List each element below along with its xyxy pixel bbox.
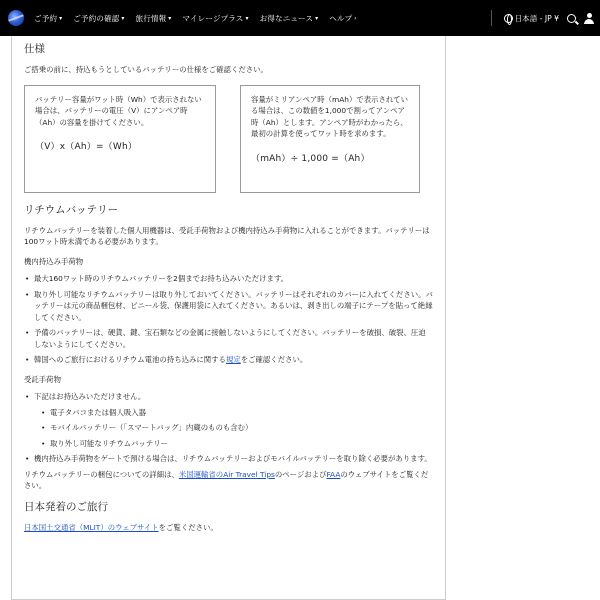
japan-info	[24, 522, 433, 534]
search-icon[interactable]	[567, 14, 576, 23]
faa-link[interactable]: FAA	[326, 469, 341, 479]
list-item: • 電子タバコまたは個人吸入器	[40, 407, 433, 419]
korea-regulations-link[interactable]: 規定	[225, 355, 241, 364]
nav-item-label: ご予約の確認	[73, 13, 120, 23]
carryon-heading: 機内持込み手荷物	[24, 256, 84, 266]
nav-item-label: マイレージプラス	[182, 13, 244, 23]
list-item: • 機内持込み手荷物をゲートで預ける場合は、リチウムバッテリーおよびモバイルバッテリーを取り除く必要があります。	[24, 453, 433, 465]
chevron-down-icon: ▾	[168, 14, 172, 22]
user-icon[interactable]	[584, 13, 594, 24]
chevron-down-icon: ▾	[245, 14, 249, 22]
dot-air-travel-tips-link[interactable]: 米国運輸省のAir Travel Tips	[178, 469, 275, 479]
chevron-down-icon: ▾	[315, 14, 319, 22]
section-heading-lithium: リチウムバッテリー	[24, 203, 119, 216]
main-nav	[34, 13, 357, 24]
nav-item-manage-booking[interactable]	[73, 13, 124, 24]
checked-sublist	[40, 407, 433, 450]
watt-hour-box	[24, 85, 216, 193]
spec-intro: ご搭乗の前に、持込もうとしているバッテリーの仕様をご確認ください。	[24, 65, 268, 74]
nav-item-deals[interactable]	[260, 13, 319, 24]
chevron-down-icon: ▾	[59, 14, 63, 22]
section-heading-japan: 日本発着のご旅行	[24, 500, 108, 513]
list-item: • モバイルバッテリー（「スマートバッグ」内蔵のものも含む）	[40, 422, 433, 434]
airline-globe-logo[interactable]	[8, 10, 24, 26]
nav-item-label: 旅行情報	[135, 13, 167, 23]
carryon-list	[24, 273, 433, 366]
korea-prefix: 韓国へのご旅行におけるリチウム電池の持ち込みに関する	[34, 355, 226, 364]
nav-item-label: ご予約	[34, 13, 58, 23]
packing-info	[24, 469, 433, 492]
language-label: 日本語 - JP ¥	[514, 13, 559, 23]
nav-item-help[interactable]	[329, 13, 357, 24]
lithium-intro: リチウムバッテリーを装着した個人用機器は、受託手荷物および機内持込み手荷物に入れることができます。バッテリーは100ワット時未満である必要があります。	[24, 225, 430, 246]
nav-item-booking[interactable]	[34, 13, 62, 24]
checked-list	[24, 391, 433, 465]
content-card	[11, 36, 446, 600]
divider	[491, 10, 492, 26]
globe-icon	[504, 14, 513, 23]
watt-hour-formula: （V）x（Ah）=（Wh）	[35, 142, 138, 152]
top-navigation-bar	[0, 0, 600, 36]
header-tools	[489, 0, 594, 36]
milliamp-hour-box	[240, 85, 420, 193]
list-item-korea	[24, 354, 433, 366]
milliamp-hour-text: 容量がミリアンペア時（mAh）で表示されている場合は、この数値を1,000で割ってアンペア時（Ah）とします。アンペア時がわかったら、最初の計算を使ってワット時を求めます。	[251, 94, 409, 138]
nav-item-mileageplus[interactable]	[182, 13, 248, 24]
nav-item-label: お得なニュース	[259, 13, 314, 23]
language-selector[interactable]	[504, 13, 559, 24]
packing-prefix: リチウムバッテリーの梱包についての詳細は、	[24, 469, 179, 479]
list-item	[24, 391, 433, 449]
japan-suffix: をご覧ください。	[158, 522, 218, 532]
section-heading-spec: 仕様	[24, 43, 45, 55]
checked-intro: 下記はお持込みいただけません。	[34, 392, 146, 401]
list-item: • 取り外し可能なリチウムバッテリーは取り外しておいてください。バッテリーはそれぞれのカバーに入れてください。バッテリーは元の商品梱包材、ビニール袋、保護用袋に入れてください。あるいは、剥き出しの端子にテープを貼って絶縁してください。	[24, 289, 433, 324]
spec-boxes	[24, 85, 433, 193]
list-item: • 取り外し可能なリチウムバッテリー	[40, 438, 433, 450]
nav-item-label: ヘルプ	[329, 13, 353, 23]
list-item: • 予備のバッテリーは、硬貨、鍵、宝石類などの金属に接触しないようにしてください。バッテリーを破損、破裂、圧迫しないようにしてください。	[24, 327, 433, 350]
watt-hour-text: バッテリー容量がワット時（Wh）で表示されない場合は、バッテリーの電圧（V）にアンペア時（Ah）の容量を掛けてください。	[35, 94, 202, 127]
chevron-right-icon: ›	[354, 14, 357, 22]
packing-mid: のページおよび	[274, 469, 327, 479]
mlit-website-link[interactable]: 日本国土交通省（MLIT）のウェブサイト	[24, 522, 159, 532]
checked-heading: 受託手荷物	[24, 374, 61, 384]
milliamp-hour-formula: （mAh）÷ 1,000 =（Ah）	[251, 153, 370, 164]
chevron-down-icon: ▾	[121, 14, 125, 22]
packing-suffix: のウェブサイトをご覧ください。	[24, 469, 429, 490]
nav-item-travel-info[interactable]	[136, 13, 172, 24]
korea-suffix: をご確認ください。	[240, 355, 308, 364]
list-item: • 最大160ワット時のリチウムバッテリーを2個までお持ち込みいただけます。	[24, 273, 433, 285]
